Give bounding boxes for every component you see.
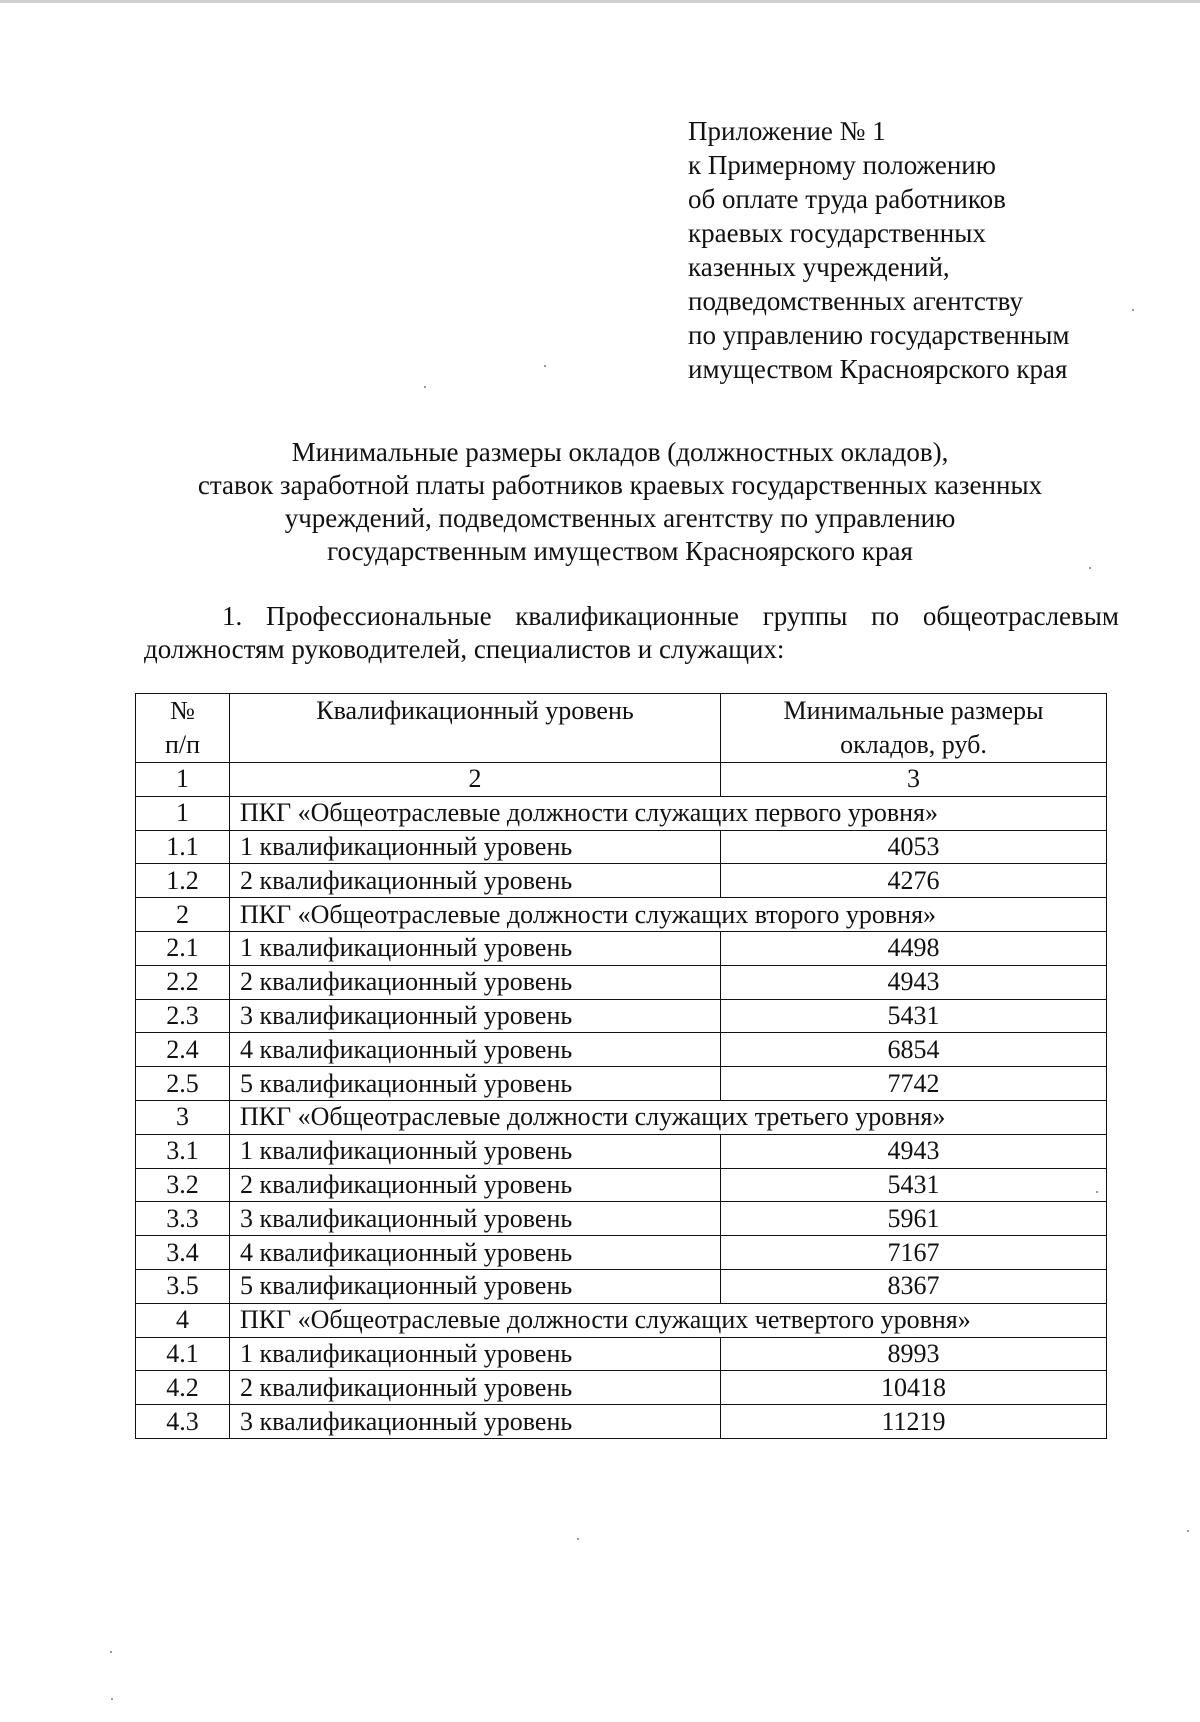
section-heading — [144, 600, 1119, 666]
row-number: 1.2 — [136, 864, 230, 898]
row-number: 3.2 — [136, 1168, 230, 1202]
column-number-cell: 2 — [230, 763, 721, 797]
row-level: 3 квалификационный уровень — [230, 999, 721, 1033]
appendix-line: об оплате труда работников — [688, 184, 1006, 214]
row-salary: 8367 — [721, 1269, 1107, 1303]
row-level: 1 квалификационный уровень — [230, 830, 721, 864]
row-number: 2.5 — [136, 1067, 230, 1101]
row-level: 5 квалификационный уровень — [230, 1067, 721, 1101]
group-number: 4 — [136, 1303, 230, 1337]
scan-speck — [424, 386, 426, 388]
row-number: 4.3 — [136, 1405, 230, 1439]
group-row — [136, 796, 1107, 830]
row-salary: 7167 — [721, 1236, 1107, 1270]
row-level: 2 квалификационный уровень — [230, 1168, 721, 1202]
scan-speck — [110, 1651, 112, 1653]
row-salary: 4943 — [721, 965, 1107, 999]
salary-table — [135, 693, 1107, 1439]
row-salary: 10418 — [721, 1371, 1107, 1405]
title-line: государственным имуществом Красноярского края — [327, 536, 913, 566]
row-level: 2 квалификационный уровень — [230, 965, 721, 999]
group-title: ПКГ «Общеотраслевые должности служащих первого уровня» — [230, 796, 1107, 830]
title-line: ставок заработной платы работников краевых государственных казенных — [197, 470, 1043, 500]
group-number: 2 — [136, 898, 230, 932]
row-number: 3.1 — [136, 1134, 230, 1168]
table-row — [136, 830, 1107, 864]
title-line: Минимальные размеры окладов (должностных окладов), — [291, 437, 949, 467]
row-number: 3.3 — [136, 1202, 230, 1236]
table-row — [136, 931, 1107, 965]
column-number-cell: 1 — [136, 763, 230, 797]
group-title: ПКГ «Общеотраслевые должности служащих третьего уровня» — [230, 1100, 1107, 1134]
group-title: ПКГ «Общеотраслевые должности служащих второго уровня» — [230, 898, 1107, 932]
row-salary: 4276 — [721, 864, 1107, 898]
row-number: 2.3 — [136, 999, 230, 1033]
section-line: 1. Профессиональные квалификационные группы по общеотраслевым — [222, 601, 1119, 631]
group-number: 3 — [136, 1100, 230, 1134]
row-level: 5 квалификационный уровень — [230, 1269, 721, 1303]
row-level: 3 квалификационный уровень — [230, 1202, 721, 1236]
appendix-line: подведомственных агентству — [688, 286, 1023, 316]
group-number: 1 — [136, 796, 230, 830]
scan-speck — [544, 365, 546, 367]
table-row — [136, 1067, 1107, 1101]
table-row — [136, 1337, 1107, 1371]
scan-speck — [577, 1538, 579, 1540]
row-salary: 6854 — [721, 1033, 1107, 1067]
table-header-row — [136, 694, 1107, 763]
title-line: учреждений, подведомственных агентству по управлению — [284, 503, 956, 533]
row-level: 3 квалификационный уровень — [230, 1405, 721, 1439]
table-row — [136, 999, 1107, 1033]
group-row — [136, 1100, 1107, 1134]
row-salary: 5431 — [721, 999, 1107, 1033]
table-row — [136, 1033, 1107, 1067]
header-level: Квалификационный уровень — [230, 694, 721, 763]
row-level: 1 квалификационный уровень — [230, 1134, 721, 1168]
table-row — [136, 1405, 1107, 1439]
table-row — [136, 864, 1107, 898]
header-number-line1: № — [170, 696, 195, 725]
row-number: 2.2 — [136, 965, 230, 999]
table-row — [136, 1202, 1107, 1236]
row-number: 3.4 — [136, 1236, 230, 1270]
row-number: 2.4 — [136, 1033, 230, 1067]
document-title — [140, 436, 1100, 568]
scan-speck — [1132, 309, 1134, 311]
row-salary: 4053 — [721, 830, 1107, 864]
row-salary: 5961 — [721, 1202, 1107, 1236]
table-row — [136, 965, 1107, 999]
header-salary-line1: Минимальные размеры — [783, 696, 1044, 725]
column-number-cell: 3 — [721, 763, 1107, 797]
table-row — [136, 1236, 1107, 1270]
group-title: ПКГ «Общеотраслевые должности служащих четвертого уровня» — [230, 1303, 1107, 1337]
scan-top-edge — [0, 0, 1200, 3]
appendix-line: имуществом Красноярского края — [688, 354, 1068, 384]
appendix-line: краевых государственных — [688, 218, 986, 248]
row-level: 4 квалификационный уровень — [230, 1033, 721, 1067]
header-salary-line2: окладов, руб. — [840, 730, 987, 759]
row-salary: 4498 — [721, 931, 1107, 965]
row-number: 2.1 — [136, 931, 230, 965]
table-row — [136, 1168, 1107, 1202]
column-number-row — [136, 763, 1107, 797]
row-salary: 7742 — [721, 1067, 1107, 1101]
row-level: 1 квалификационный уровень — [230, 1337, 721, 1371]
row-salary: 8993 — [721, 1337, 1107, 1371]
row-salary: 11219 — [721, 1405, 1107, 1439]
scan-speck — [1187, 1530, 1189, 1532]
header-salary — [721, 694, 1107, 763]
row-number: 3.5 — [136, 1269, 230, 1303]
row-number: 4.2 — [136, 1371, 230, 1405]
group-row — [136, 898, 1107, 932]
section-line: должностям руководителей, специалистов и служащих: — [144, 634, 785, 664]
row-number: 1.1 — [136, 830, 230, 864]
row-level: 2 квалификационный уровень — [230, 864, 721, 898]
row-level: 2 квалификационный уровень — [230, 1371, 721, 1405]
appendix-line: к Примерному положению — [688, 150, 996, 180]
appendix-line: казенных учреждений, — [688, 252, 950, 282]
table-row — [136, 1269, 1107, 1303]
row-level: 4 квалификационный уровень — [230, 1236, 721, 1270]
row-number: 4.1 — [136, 1337, 230, 1371]
row-salary: 5431 — [721, 1168, 1107, 1202]
appendix-line: Приложение № 1 — [688, 116, 886, 146]
appendix-header — [688, 114, 1070, 386]
row-salary: 4943 — [721, 1134, 1107, 1168]
row-level: 1 квалификационный уровень — [230, 931, 721, 965]
group-row — [136, 1303, 1107, 1337]
header-number — [136, 694, 230, 763]
table-row — [136, 1371, 1107, 1405]
table-row — [136, 1134, 1107, 1168]
header-number-line2: п/п — [164, 730, 201, 759]
scan-speck — [111, 1698, 113, 1700]
appendix-line: по управлению государственным — [688, 320, 1070, 350]
